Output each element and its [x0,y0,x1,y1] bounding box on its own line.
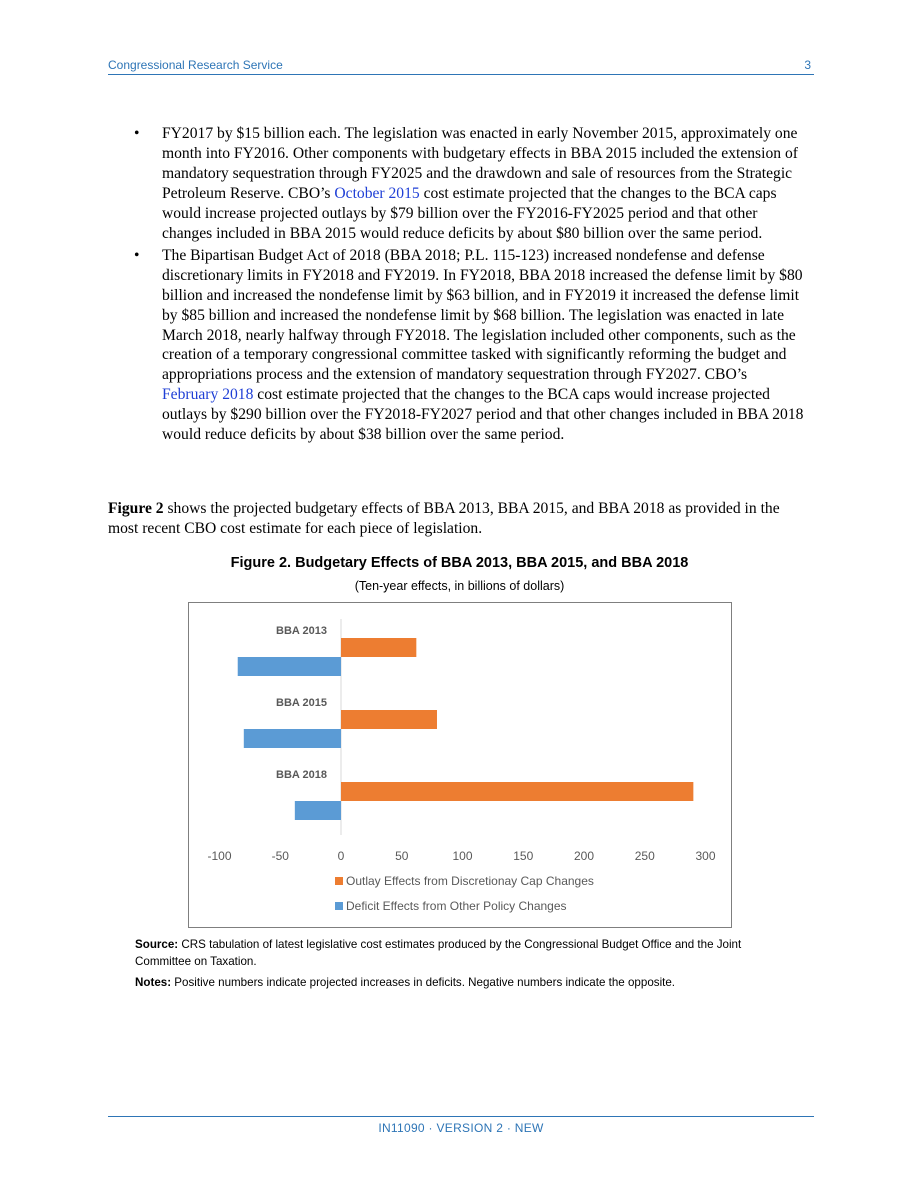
body-paragraph [108,499,808,539]
x-tick-label: 200 [573,849,595,863]
notes-label: Notes: [135,976,172,989]
bullet-item-bba2018 [134,246,806,445]
notes [135,974,795,991]
x-tick-label: 50 [395,849,409,863]
x-tick-label: 100 [452,849,473,863]
category-label: BBA 2013 [276,625,327,637]
notes-text: Positive numbers indicate projected increases in deficits. Negative numbers indicate the opposite. [171,976,676,989]
link-february-2018[interactable]: February 2018 [162,386,254,404]
legend-swatch [335,877,343,885]
header-title: Congressional Research Service [108,58,283,72]
figure-subtitle: (Ten-year effects, in billions of dollars) [354,579,565,593]
footer-divider [108,1116,814,1117]
x-tick-label: 0 [337,849,345,863]
x-tick-label: 250 [634,849,655,863]
bullet-text: FY2017 by $15 billion each. The legislation was enacted in early November 2015, approximately one month into FY2016. Other components with budgetary effects in BBA 2015 included the extension of mandatory sequestration through FY2025 and the drawdown and sale of resources from the Strategic Petroleum Reserve. CBO’s [162,125,798,202]
bar-outlay [341,710,437,729]
link-october-2015[interactable]: October 2015 [334,184,420,202]
bar-deficit [238,657,341,676]
bullet-icon: • [134,125,140,142]
legend-label: Deficit Effects from Other Policy Changes [346,899,567,913]
x-tick-label: 150 [513,849,534,863]
figure-reference: Figure 2 [108,500,164,517]
footer-id: IN11090 · VERSION 2 · NEW [378,1121,544,1135]
bullet-text: cost estimate projected that the changes to the BCA caps would increase projected outlays by $290 billion over the FY2018-FY2027 period and that other changes included in BBA 2018 would reduce deficits by about $38 billion over the same period. [162,386,804,444]
bar-outlay [341,638,416,657]
legend-label: Outlay Effects from Discretionay Cap Changes [346,874,594,888]
category-label: BBA 2018 [276,769,327,781]
x-tick-label: -50 [271,849,289,863]
page-header [108,57,814,75]
bullet-text: cost estimate projected that the changes to the BCA caps would increase projected outlays by $79 billion over the FY2016-FY2025 period and that other changes included in BBA 2015 would reduce deficits by about $80 billion over the same period. [162,184,777,242]
bar-deficit [244,729,341,748]
source-text: CRS tabulation of latest legislative cost estimates produced by the Congressional Budget Office and the Joint Committee on Taxation. [135,938,742,968]
bullet-text: The Bipartisan Budget Act of 2018 (BBA 2018; P.L. 115-123) increased nondefense and defense discretionary limits in FY2018 and FY2019. In FY2018, BBA 2018 increased the defense limit by $80 billion and increased the nondefense limit by $63 billion, and in FY2019 it increased the defense limit by $85 billion and increased the nondefense limit by $68 billion. The legislation was enacted in late March 2018, nearly halfway through FY2018. The legislation included other components, such as the creation of a temporary congressional committee tasked with significantly reforming the budget and appropriations process and the extension of mandatory sequestration through FY2027. CBO’s [162,246,803,384]
paragraph-text: shows the projected budgetary effects of BBA 2013, BBA 2015, and BBA 2018 as provided in the most recent CBO cost estimate for each piece of legislation. [108,500,780,537]
category-label: BBA 2015 [276,697,327,709]
x-tick-label: 300 [695,849,716,863]
source-note [135,936,795,970]
bullet-icon: • [134,246,140,264]
bar-deficit [295,801,341,820]
page-number: 3 [804,58,811,72]
bullet-list [134,124,806,448]
chart-frame [188,602,732,928]
figure-title: Figure 2. Budgetary Effects of BBA 2013, BBA 2015, and BBA 2018 [230,555,689,571]
legend-swatch [335,902,343,910]
bar-outlay [341,782,693,801]
x-tick-label: -100 [207,849,232,863]
bar-chart [189,603,731,927]
bullet-item-bba2015 [134,124,806,243]
source-label: Source: [135,938,179,951]
